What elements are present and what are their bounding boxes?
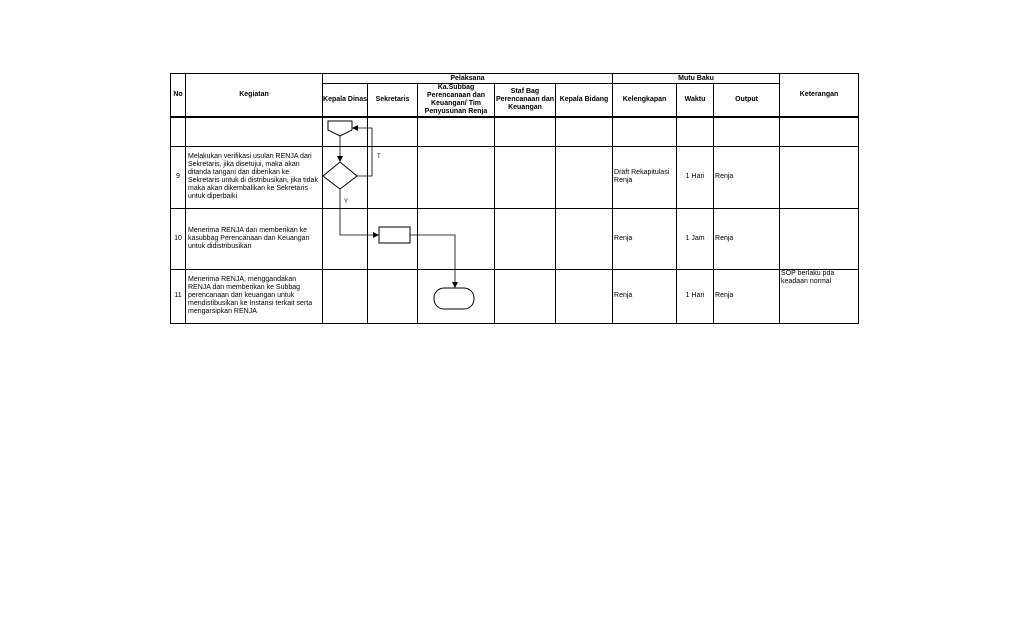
output-cell: Renja [714,147,780,208]
keterangan-cell [780,208,859,269]
row-number: 10 [171,208,186,269]
header-pelaksana: Pelaksana [323,74,613,84]
activity-text: Melakukan verifikasi usulan RENJA dari Sekretaris, jika disetujui, maka akan ditanda tangani dan diberikan ke Sekretaris untuk di distribusikan, jika tidak maka akan dikembalikan ke Sekretaris untuk diperbaiki [186,147,323,208]
row-number: 9 [171,147,186,208]
output-cell: Renja [714,208,780,269]
branch-label-yes: Y [344,199,349,205]
sop-table [170,73,859,324]
header-no: No [171,74,186,118]
header-keterangan: Keterangan [780,74,859,118]
activity-text: Menerima RENJA, menggandakan RENJA dan memberikan ke Subbag perencanaan dan keuangan untuk mendistibusikan ke Instansi terkait serta mengarsipkan RENJA [186,269,323,323]
keterangan-cell [780,147,859,208]
header-kepala-bidang: Kepala Bidang [556,84,613,118]
branch-label-no: T [377,154,381,160]
kelengkapan-cell: Draft Rekapitulasi Renja [613,147,677,208]
kelengkapan-cell: Renja [613,208,677,269]
header-sekretaris: Sekretaris [368,84,418,118]
row-number: 11 [171,269,186,323]
table-row [171,117,859,147]
waktu-cell: 1 Hari [677,147,714,208]
waktu-cell: 1 Hari [677,269,714,323]
header-kasubbag: Ka.Subbag Perencanaan dan Keuangan/ Tim Penyusunan Renja [418,84,495,118]
output-cell: Renja [714,269,780,323]
table-row [171,208,859,269]
keterangan-cell: SOP berlaku pda keadaan normal [780,269,859,323]
header-kepala-dinas: Kepala Dinas [323,84,368,118]
header-waktu: Waktu [677,84,714,118]
header-kelengkapan: Kelengkapan [613,84,677,118]
header-staf-bag: Staf Bag Perencanaan dan Keuangan [495,84,556,118]
activity-text: Menerima RENJA dan memberikan ke kasubbag Perencanaan dan Keuangan untuk didistribusikan [186,208,323,269]
waktu-cell: 1 Jam [677,208,714,269]
table-row [171,147,859,208]
header-output: Output [714,84,780,118]
header-mutu-baku: Mutu Baku [613,74,780,84]
header-kegiatan: Kegiatan [186,74,323,118]
table-row [171,269,859,323]
kelengkapan-cell: Renja [613,269,677,323]
